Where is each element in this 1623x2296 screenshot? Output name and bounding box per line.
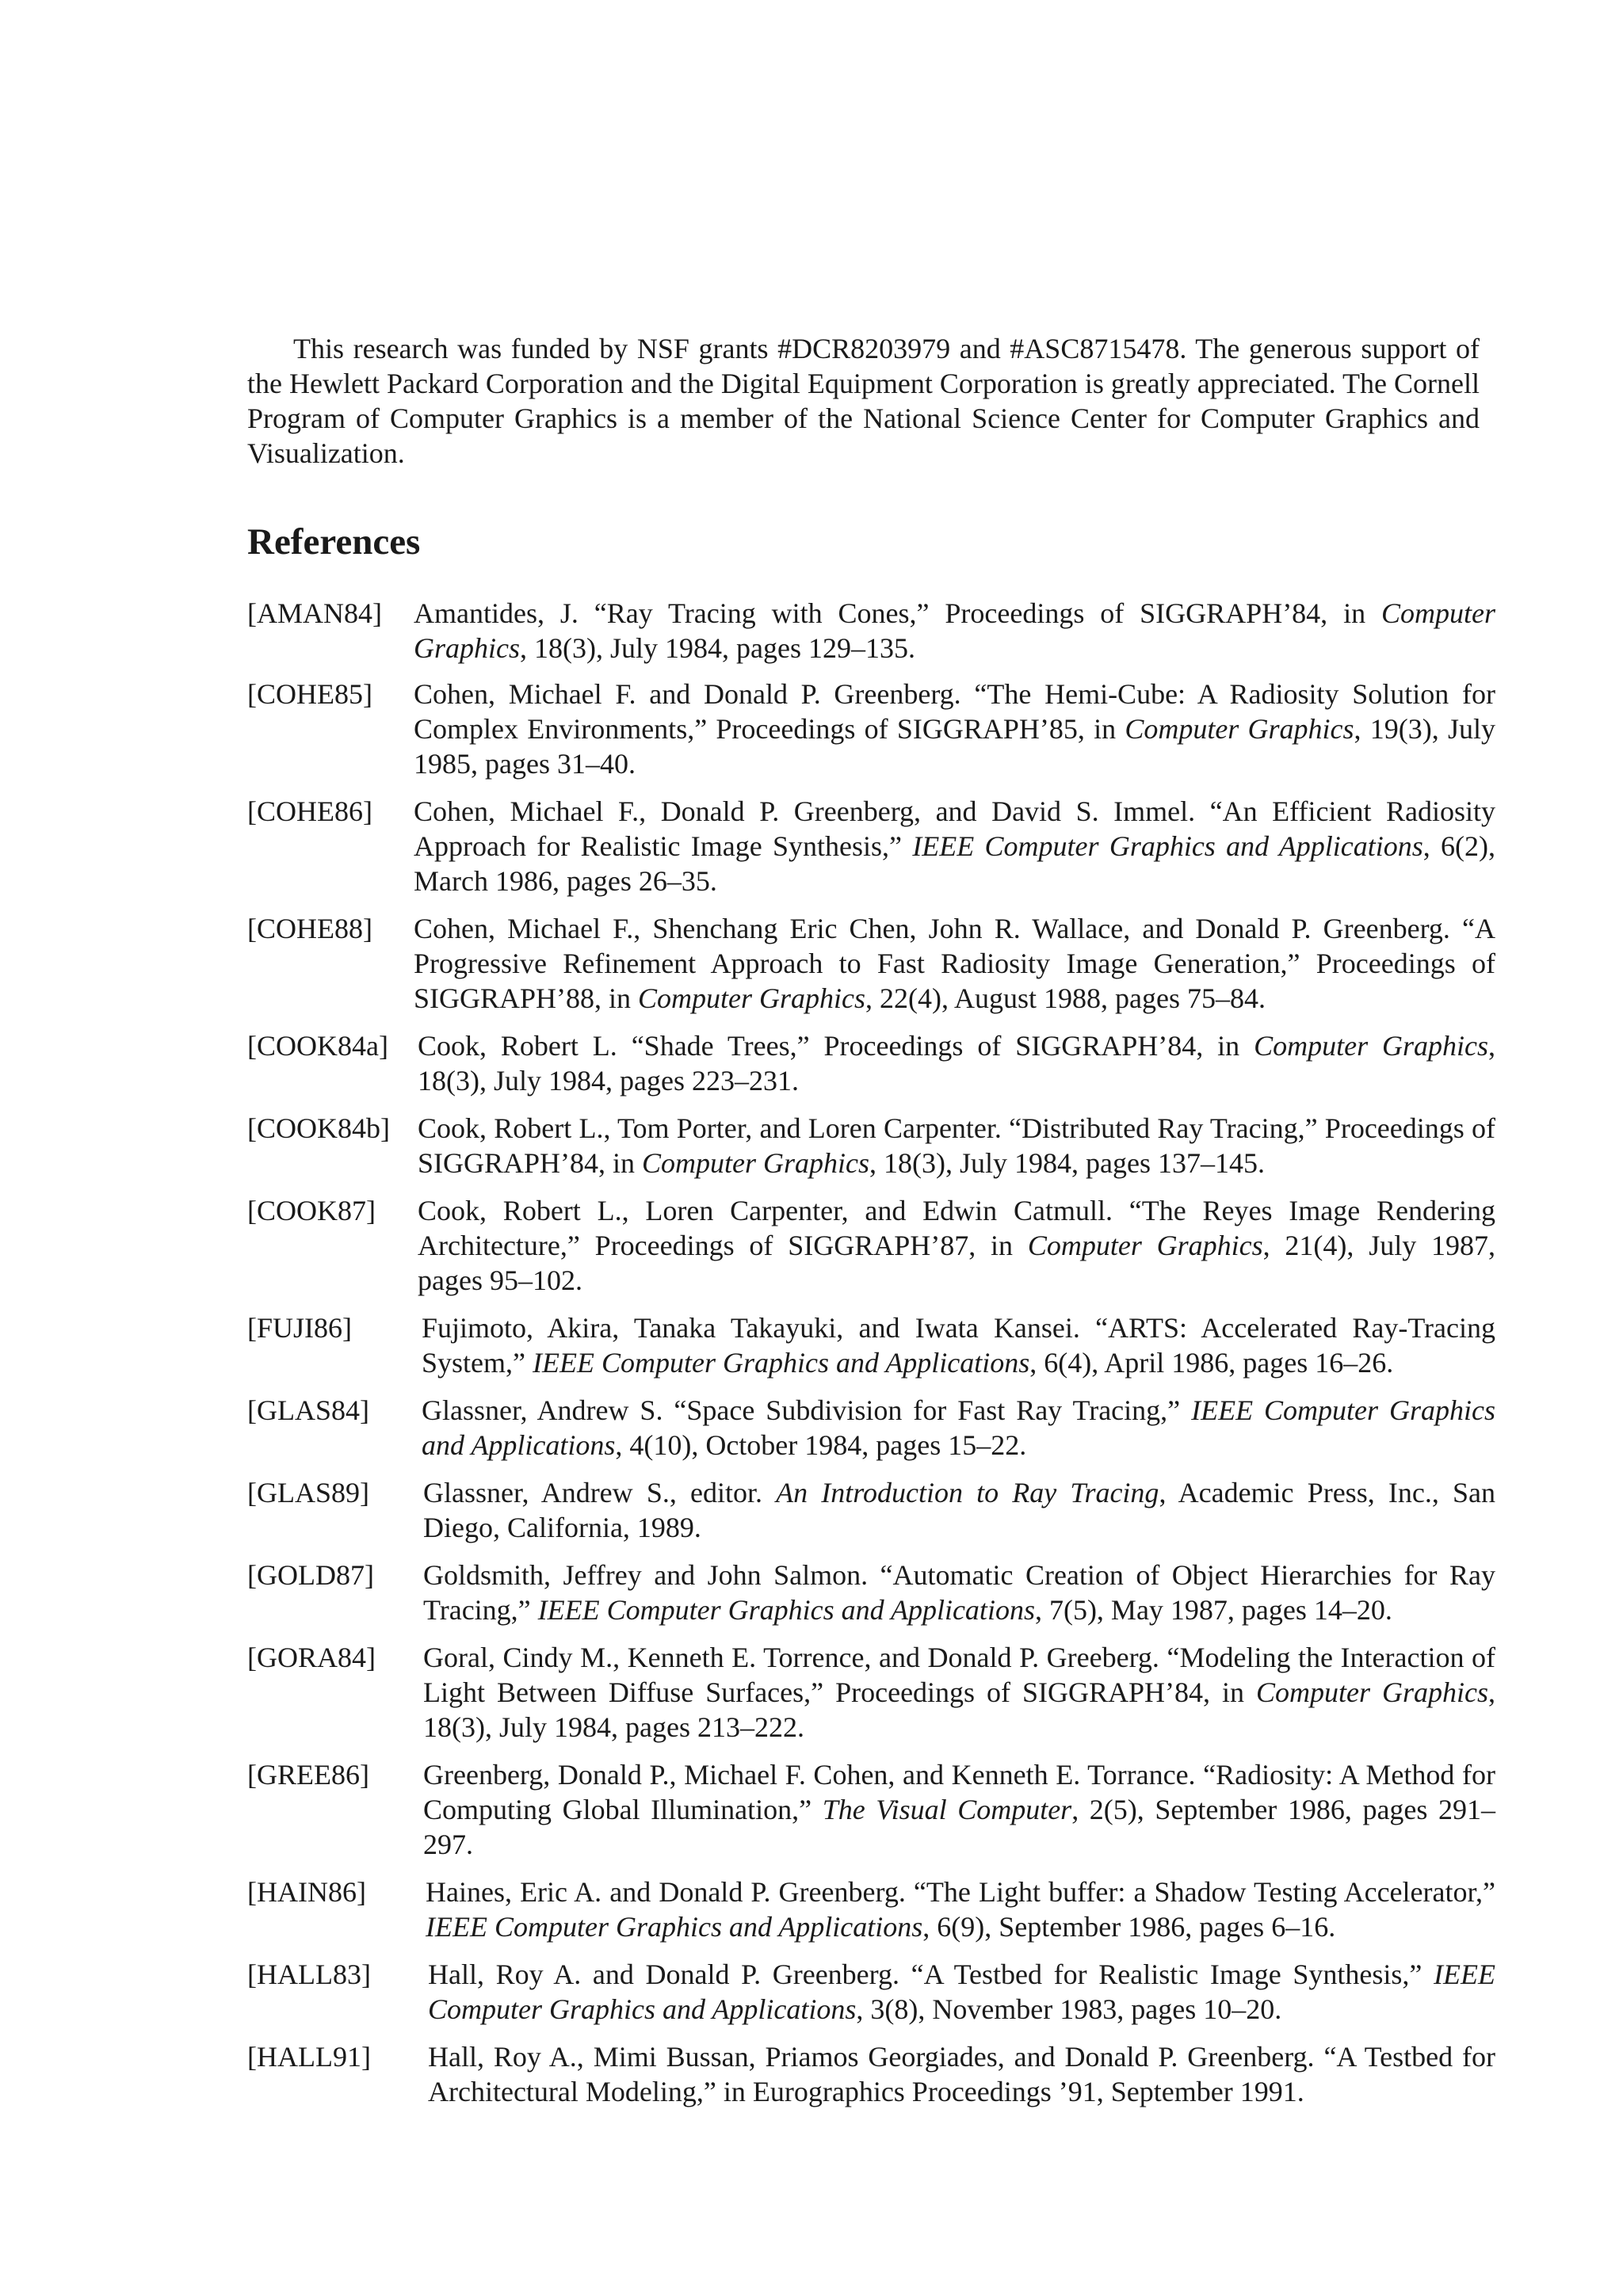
reference-key: [COHE86] bbox=[247, 795, 372, 827]
reference-item bbox=[247, 794, 1495, 898]
reference-item bbox=[247, 1310, 1495, 1380]
reference-item bbox=[247, 1757, 1495, 1862]
reference-text: Hall, Roy A. and Donald P. Greenberg. “A Testbed for Realistic Image Synthesis,” bbox=[428, 1958, 1434, 1990]
reference-key: [COHE88] bbox=[247, 913, 372, 944]
reference-item bbox=[247, 677, 1495, 781]
reference-entry bbox=[423, 1757, 1495, 1862]
reference-entry bbox=[418, 1028, 1495, 1098]
reference-key: [HALL83] bbox=[247, 1958, 371, 1990]
reference-entry bbox=[414, 794, 1495, 898]
reference-publication: IEEE Computer Graphics and Applications bbox=[428, 1958, 1495, 2025]
reference-item bbox=[247, 1558, 1495, 1627]
reference-text: , 22(4), August 1988, pages 75–84. bbox=[865, 982, 1266, 1014]
reference-publication: Computer Graphics bbox=[1254, 1030, 1488, 1062]
reference-item bbox=[247, 1875, 1495, 1944]
reference-text: Amantides, J. “Ray Tracing with Cones,” Proceedings of SIGGRAPH’84, in bbox=[414, 597, 1381, 629]
reference-publication: IEEE Computer Graphics and Applications bbox=[426, 1911, 923, 1943]
reference-entry bbox=[414, 677, 1495, 781]
reference-entry bbox=[422, 1393, 1495, 1463]
references-heading: References bbox=[247, 521, 421, 563]
reference-text: , 18(3), July 1984, pages 137–145. bbox=[869, 1147, 1265, 1179]
reference-entry bbox=[428, 2039, 1495, 2109]
reference-item bbox=[247, 1475, 1495, 1545]
reference-text: Cohen, Michael F., Shenchang Eric Chen, John R. Wallace, and Donald P. Greenberg. “A Progressive Refinement Approach to Fast Radiosity Image Generation,” Proceedings of SIGGRAPH’88, in bbox=[414, 913, 1495, 1014]
reference-key: [COOK87] bbox=[247, 1195, 376, 1226]
reference-text: , 18(3), July 1984, pages 223–231. bbox=[418, 1030, 1495, 1097]
reference-key: [HALL91] bbox=[247, 2041, 371, 2073]
reference-text: , 4(10), October 1984, pages 15–22. bbox=[615, 1429, 1027, 1461]
reference-text: , 19(3), July 1985, pages 31–40. bbox=[414, 713, 1495, 780]
reference-item bbox=[247, 1957, 1495, 2027]
reference-publication: An Introduction to Ray Tracing bbox=[776, 1477, 1159, 1508]
reference-publication: IEEE Computer Graphics and Applications bbox=[422, 1394, 1495, 1461]
reference-item bbox=[247, 1028, 1495, 1098]
reference-key: [HAIN86] bbox=[247, 1876, 366, 1908]
reference-text: Cohen, Michael F., Donald P. Greenberg, and David S. Immel. “An Efficient Radiosity Approach for Realistic Image Synthesis,” bbox=[414, 795, 1495, 862]
reference-item bbox=[247, 1193, 1495, 1298]
reference-text: , 7(5), May 1987, pages 14–20. bbox=[1034, 1594, 1392, 1626]
reference-text: , 2(5), September 1986, pages 291–297. bbox=[423, 1794, 1495, 1860]
reference-publication: Computer Graphics bbox=[1125, 713, 1354, 745]
reference-publication: The Visual Computer bbox=[822, 1794, 1072, 1825]
reference-publication: IEEE Computer Graphics and Applications bbox=[912, 830, 1423, 862]
reference-entry bbox=[418, 1111, 1495, 1180]
reference-text: , 3(8), November 1983, pages 10–20. bbox=[856, 1993, 1282, 2025]
reference-text: , Academic Press, Inc., San Diego, California, 1989. bbox=[423, 1477, 1495, 1543]
reference-text: , 6(9), September 1986, pages 6–16. bbox=[922, 1911, 1336, 1943]
reference-text: , 6(4), April 1986, pages 16–26. bbox=[1029, 1347, 1394, 1379]
reference-text: Goldsmith, Jeffrey and John Salmon. “Automatic Creation of Object Hierarchies for Ray Tracing,” bbox=[423, 1559, 1495, 1626]
reference-key: [GLAS89] bbox=[247, 1477, 369, 1508]
reference-key: [FUJI86] bbox=[247, 1312, 352, 1344]
reference-entry bbox=[422, 1310, 1495, 1380]
reference-text: Fujimoto, Akira, Tanaka Takayuki, and Iwata Kansei. “ARTS: Accelerated Ray-Tracing System,” bbox=[422, 1312, 1495, 1379]
reference-item bbox=[247, 911, 1495, 1016]
reference-text: Cohen, Michael F. and Donald P. Greenberg. “The Hemi-Cube: A Radiosity Solution for Complex Environments,” Proceedings of SIGGRAPH’85, in bbox=[414, 678, 1495, 745]
reference-text: Cook, Robert L., Loren Carpenter, and Edwin Catmull. “The Reyes Image Rendering Architecture,” Proceedings of SIGGRAPH’87, in bbox=[418, 1195, 1495, 1261]
reference-text: Greenberg, Donald P., Michael F. Cohen, and Kenneth E. Torrance. “Radiosity: A Method for Computing Global Illumination,” bbox=[423, 1759, 1495, 1825]
reference-text: , 18(3), July 1984, pages 213–222. bbox=[423, 1676, 1495, 1743]
reference-entry bbox=[423, 1475, 1495, 1545]
reference-publication: Computer Graphics bbox=[414, 597, 1495, 664]
reference-entry bbox=[423, 1640, 1495, 1745]
reference-text: Glassner, Andrew S., editor. bbox=[423, 1477, 777, 1508]
reference-publication: Computer Graphics bbox=[638, 982, 866, 1014]
reference-item bbox=[247, 1111, 1495, 1180]
reference-text: Haines, Eric A. and Donald P. Greenberg. “The Light buffer: a Shadow Testing Accelerator,” bbox=[426, 1876, 1495, 1908]
reference-publication: IEEE Computer Graphics and Applications bbox=[533, 1347, 1030, 1379]
reference-item bbox=[247, 1393, 1495, 1463]
reference-key: [COHE85] bbox=[247, 678, 372, 710]
reference-item bbox=[247, 1640, 1495, 1745]
reference-text: Glassner, Andrew S. “Space Subdivision for Fast Ray Tracing,” bbox=[422, 1394, 1192, 1426]
reference-text: Hall, Roy A., Mimi Bussan, Priamos Georgiades, and Donald P. Greenberg. “A Testbed for Architectural Modeling,” in Eurographics Proceedings ’91, September 1991. bbox=[428, 2041, 1495, 2107]
reference-publication: Computer Graphics bbox=[1256, 1676, 1488, 1708]
reference-text: , 6(2), March 1986, pages 26–35. bbox=[414, 830, 1495, 897]
reference-text: Cook, Robert L., Tom Porter, and Loren Carpenter. “Distributed Ray Tracing,” Proceedings of SIGGRAPH’84, in bbox=[418, 1112, 1495, 1179]
reference-entry bbox=[418, 1193, 1495, 1298]
reference-entry bbox=[428, 1957, 1495, 2027]
reference-item bbox=[247, 596, 1495, 666]
reference-entry bbox=[414, 596, 1495, 666]
reference-item bbox=[247, 2039, 1495, 2109]
reference-publication: IEEE Computer Graphics and Applications bbox=[537, 1594, 1035, 1626]
reference-text: Goral, Cindy M., Kenneth E. Torrence, and Donald P. Greeberg. “Modeling the Interaction of Light Between Diffuse Surfaces,” Proceedings of SIGGRAPH’84, in bbox=[423, 1642, 1495, 1708]
reference-key: [GORA84] bbox=[247, 1642, 376, 1673]
reference-key: [COOK84b] bbox=[247, 1112, 390, 1144]
reference-publication: Computer Graphics bbox=[1027, 1230, 1263, 1261]
reference-key: [COOK84a] bbox=[247, 1030, 388, 1062]
reference-entry bbox=[414, 911, 1495, 1016]
reference-publication: Computer Graphics bbox=[642, 1147, 870, 1179]
reference-key: [GOLD87] bbox=[247, 1559, 374, 1591]
reference-entry bbox=[423, 1558, 1495, 1627]
reference-text: , 18(3), July 1984, pages 129–135. bbox=[520, 632, 915, 664]
reference-entry bbox=[426, 1875, 1495, 1944]
reference-text: Cook, Robert L. “Shade Trees,” Proceedings of SIGGRAPH’84, in bbox=[418, 1030, 1254, 1062]
reference-text: , 21(4), July 1987, pages 95–102. bbox=[418, 1230, 1495, 1296]
reference-key: [AMAN84] bbox=[247, 597, 382, 629]
reference-key: [GLAS84] bbox=[247, 1394, 369, 1426]
reference-key: [GREE86] bbox=[247, 1759, 369, 1791]
acknowledgment-paragraph: This research was funded by NSF grants #DCR8203979 and #ASC8715478. The generous support of the Hewlett Packard Corporation and the Digital Equipment Corporation is greatly appreciated. The Cornell Program of Computer Graphics is a member of the National Science Center for Computer Graphics and Visualization. bbox=[247, 333, 1480, 469]
